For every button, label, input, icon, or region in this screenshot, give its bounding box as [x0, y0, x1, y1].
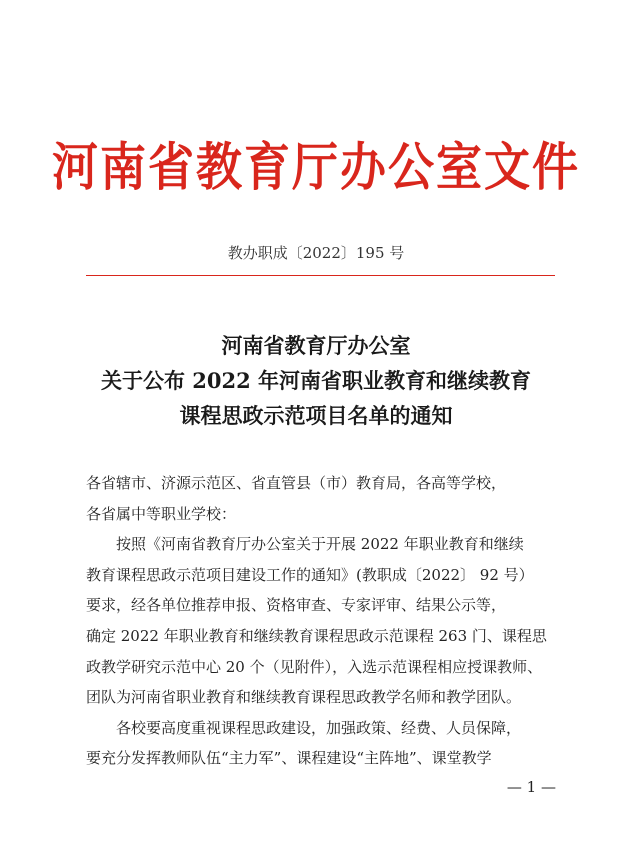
addressee-paragraph: [86, 468, 556, 529]
notice-title-line-2: 关于公布 2022 年河南省职业教育和继续教育: [100, 368, 532, 393]
paragraph-line: 按照《河南省教育厅办公室关于开展 2022 年职业教育和继续: [116, 535, 524, 554]
paragraph-line: 教育课程思政示范项目建设工作的通知》(教职成〔2022〕 92 号）: [86, 565, 534, 584]
notice-title-line-3: 课程思政示范项目名单的通知: [179, 403, 453, 428]
document-number: 教办职成〔2022〕195 号: [227, 244, 405, 262]
paragraph-line: 团队为河南省职业教育和继续教育课程思政教学名师和教学团队。: [86, 688, 522, 707]
addressee-line: 各省属中等职业学校：: [86, 504, 237, 523]
paragraph-line: 各校要高度重视课程思政建设，加强政策、经费、人员保障，: [116, 718, 522, 737]
paragraph-line: 确定 2022 年职业教育和继续教育课程思政示范课程 263 门、课程思: [86, 626, 547, 645]
body-paragraph-1: [86, 529, 556, 713]
notice-title: [0, 328, 632, 433]
paragraph-line: 要求，经各单位推荐申报、资格审查、专家评审、结果公示等，: [86, 596, 507, 615]
paragraph-line: 要充分发挥教师队伍“主力军”、课程建设“主阵地”、课堂教学: [86, 749, 492, 768]
notice-body: [86, 468, 556, 774]
issuer-header-title: 河南省教育厅办公室文件: [52, 136, 580, 198]
paragraph-line: 政教学研究示范中心 20 个（见附件），入选示范课程相应授课教师、: [86, 657, 543, 676]
page-number: — 1 —: [506, 778, 556, 796]
notice-title-line-1: 河南省教育厅办公室: [221, 333, 411, 358]
addressee-line: 各省辖市、济源示范区、省直管县（市）教育局，各高等学校，: [86, 474, 507, 492]
body-paragraph-2: [86, 713, 556, 774]
red-separator-line: [86, 275, 555, 276]
